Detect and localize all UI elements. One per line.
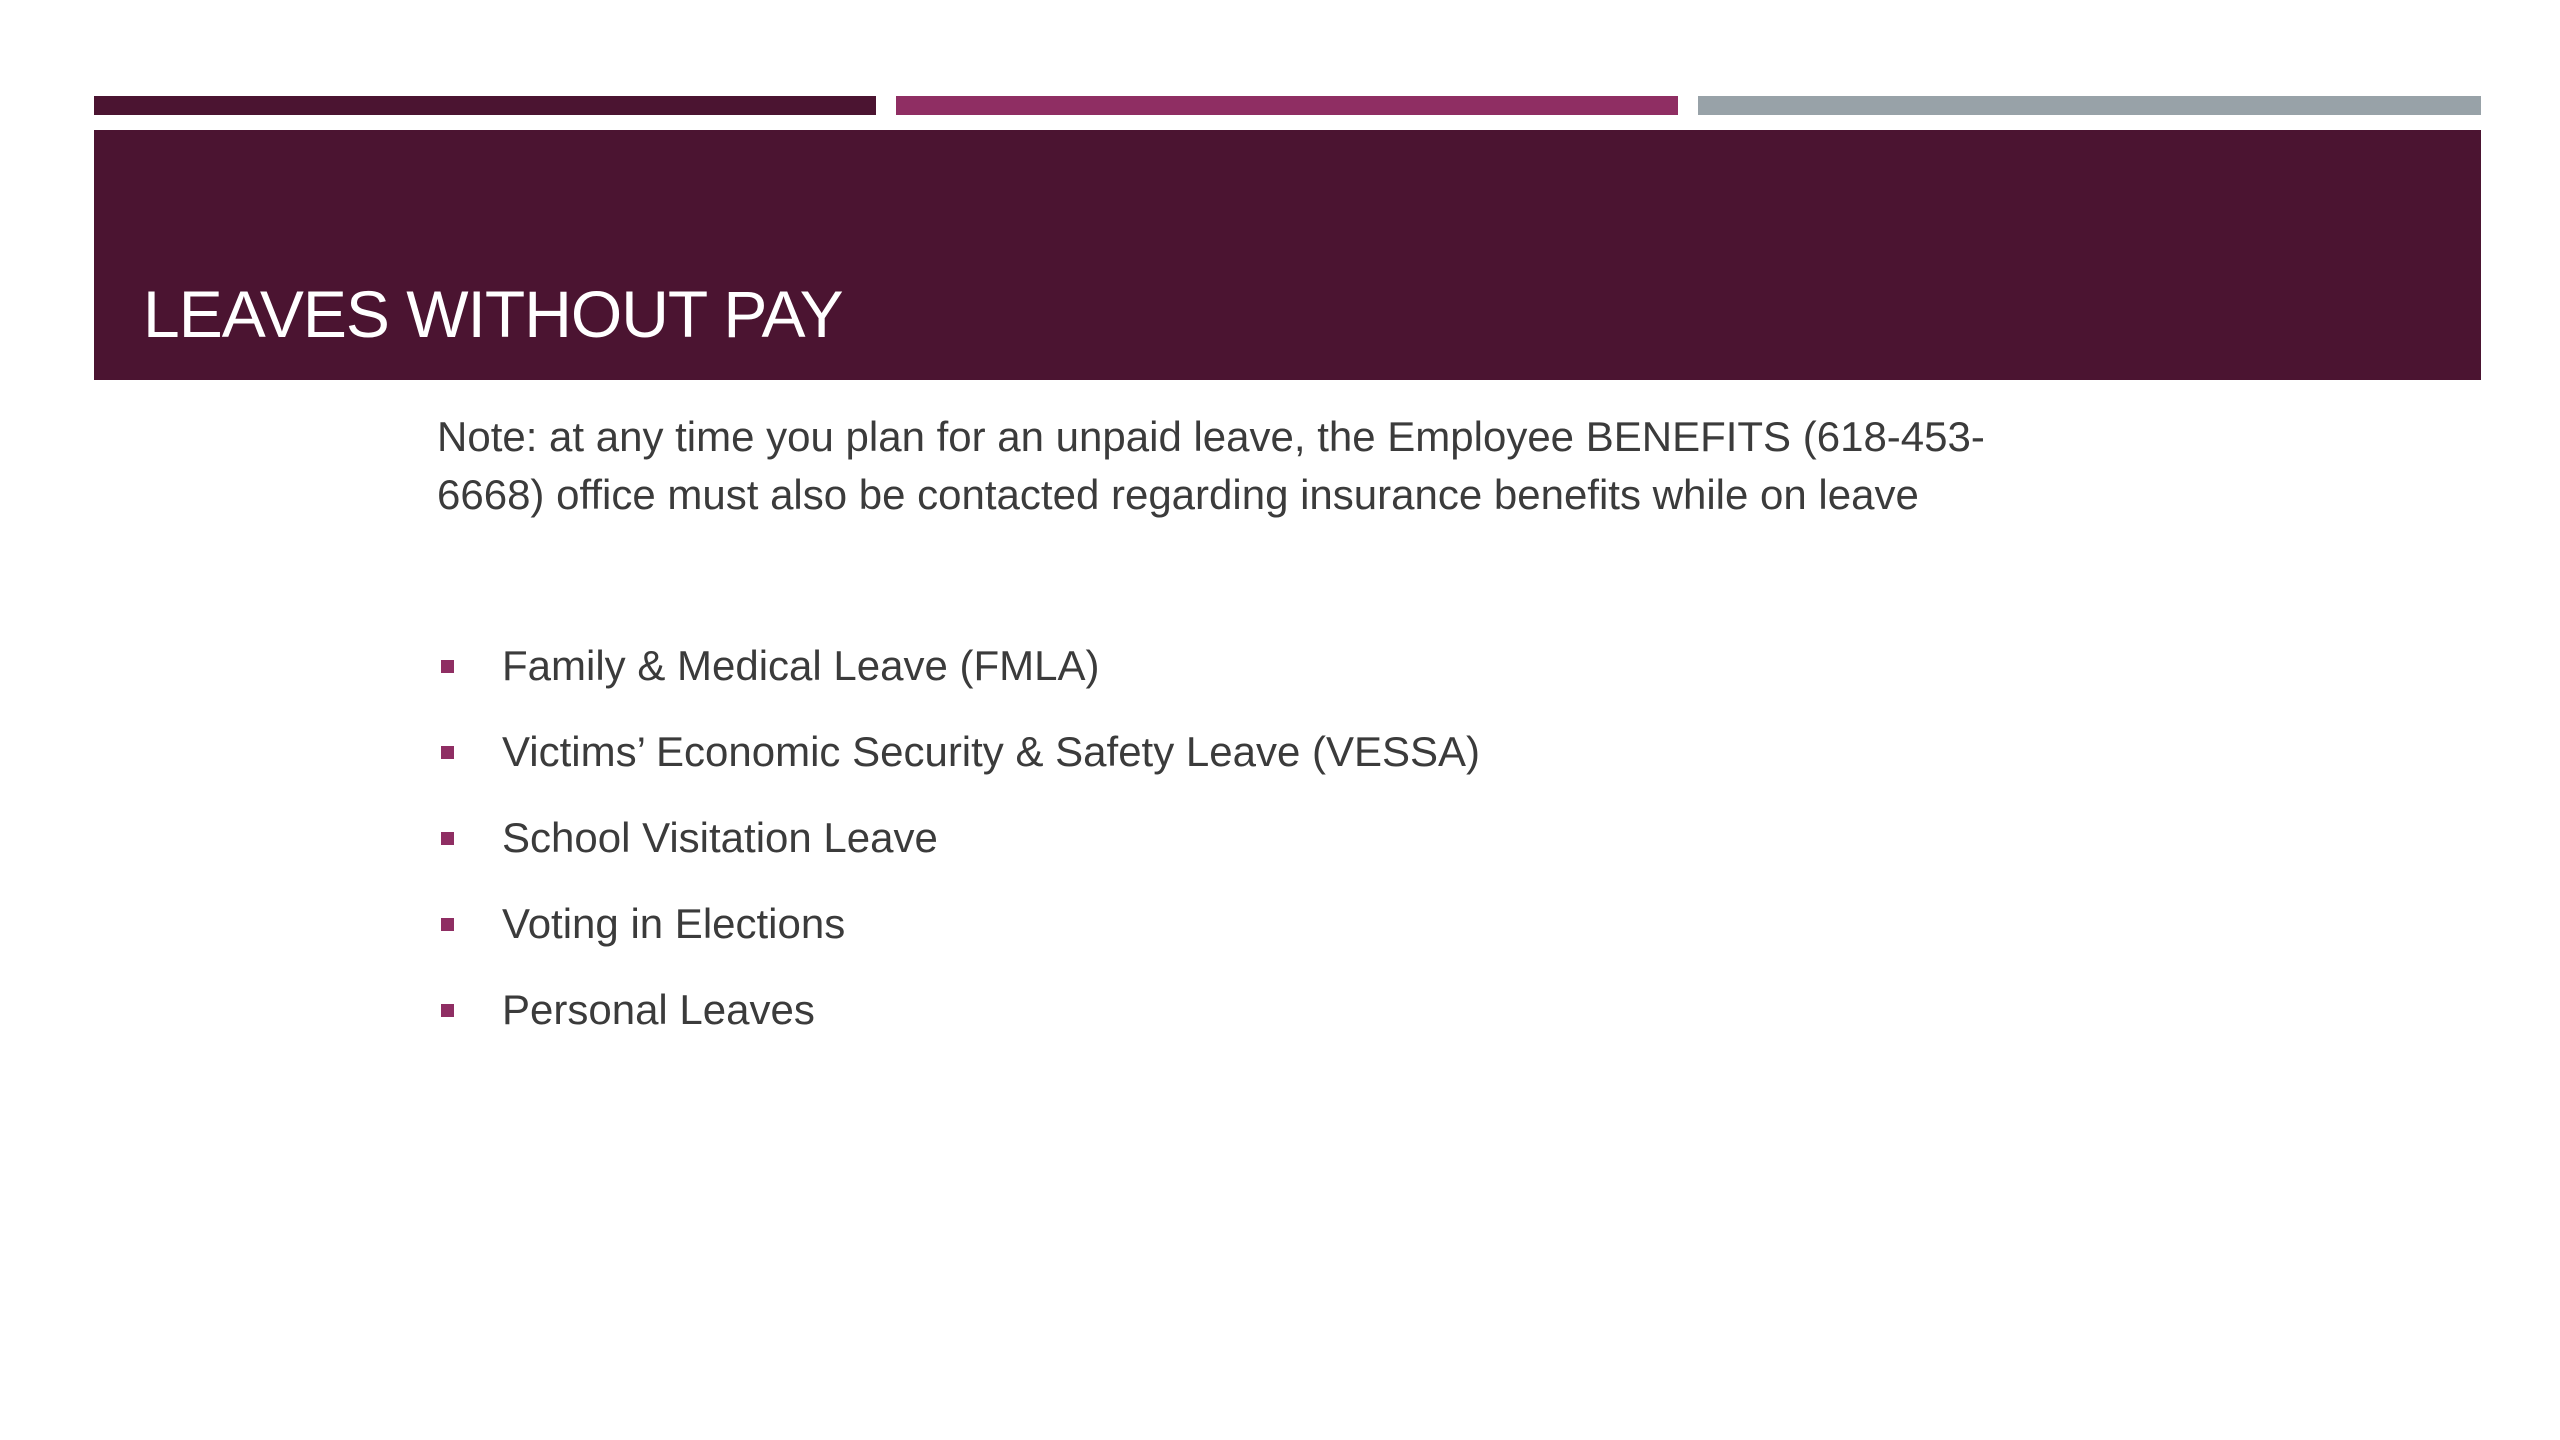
title-band <box>94 130 2481 380</box>
list-item-label: Family & Medical Leave (FMLA) <box>502 642 1100 689</box>
accent-bar-dark <box>94 96 876 115</box>
list-item-label: Victims’ Economic Security & Safety Leave (VESSA) <box>502 728 1481 775</box>
list-item <box>437 894 1480 980</box>
accent-bar-gray <box>1698 96 2481 115</box>
square-bullet-icon <box>441 832 454 845</box>
slide-title: LEAVES WITHOUT PAY <box>143 277 843 351</box>
accent-bar-magenta <box>896 96 1678 115</box>
benefits-note: Note: at any time you plan for an unpaid leave, the Employee BENEFITS (618-453-6668) office must also be contacted regarding insurance benefits while on leave <box>437 413 1985 518</box>
square-bullet-icon <box>441 918 454 931</box>
square-bullet-icon <box>441 1004 454 1017</box>
list-item <box>437 808 1480 894</box>
list-item-label: School Visitation Leave <box>502 814 938 861</box>
list-item <box>437 980 1480 1066</box>
list-item <box>437 722 1480 808</box>
list-item <box>437 636 1480 722</box>
list-item-label: Voting in Elections <box>502 900 846 947</box>
square-bullet-icon <box>441 746 454 759</box>
square-bullet-icon <box>441 660 454 673</box>
leave-types-list <box>437 636 1480 1066</box>
list-item-label: Personal Leaves <box>502 986 815 1033</box>
